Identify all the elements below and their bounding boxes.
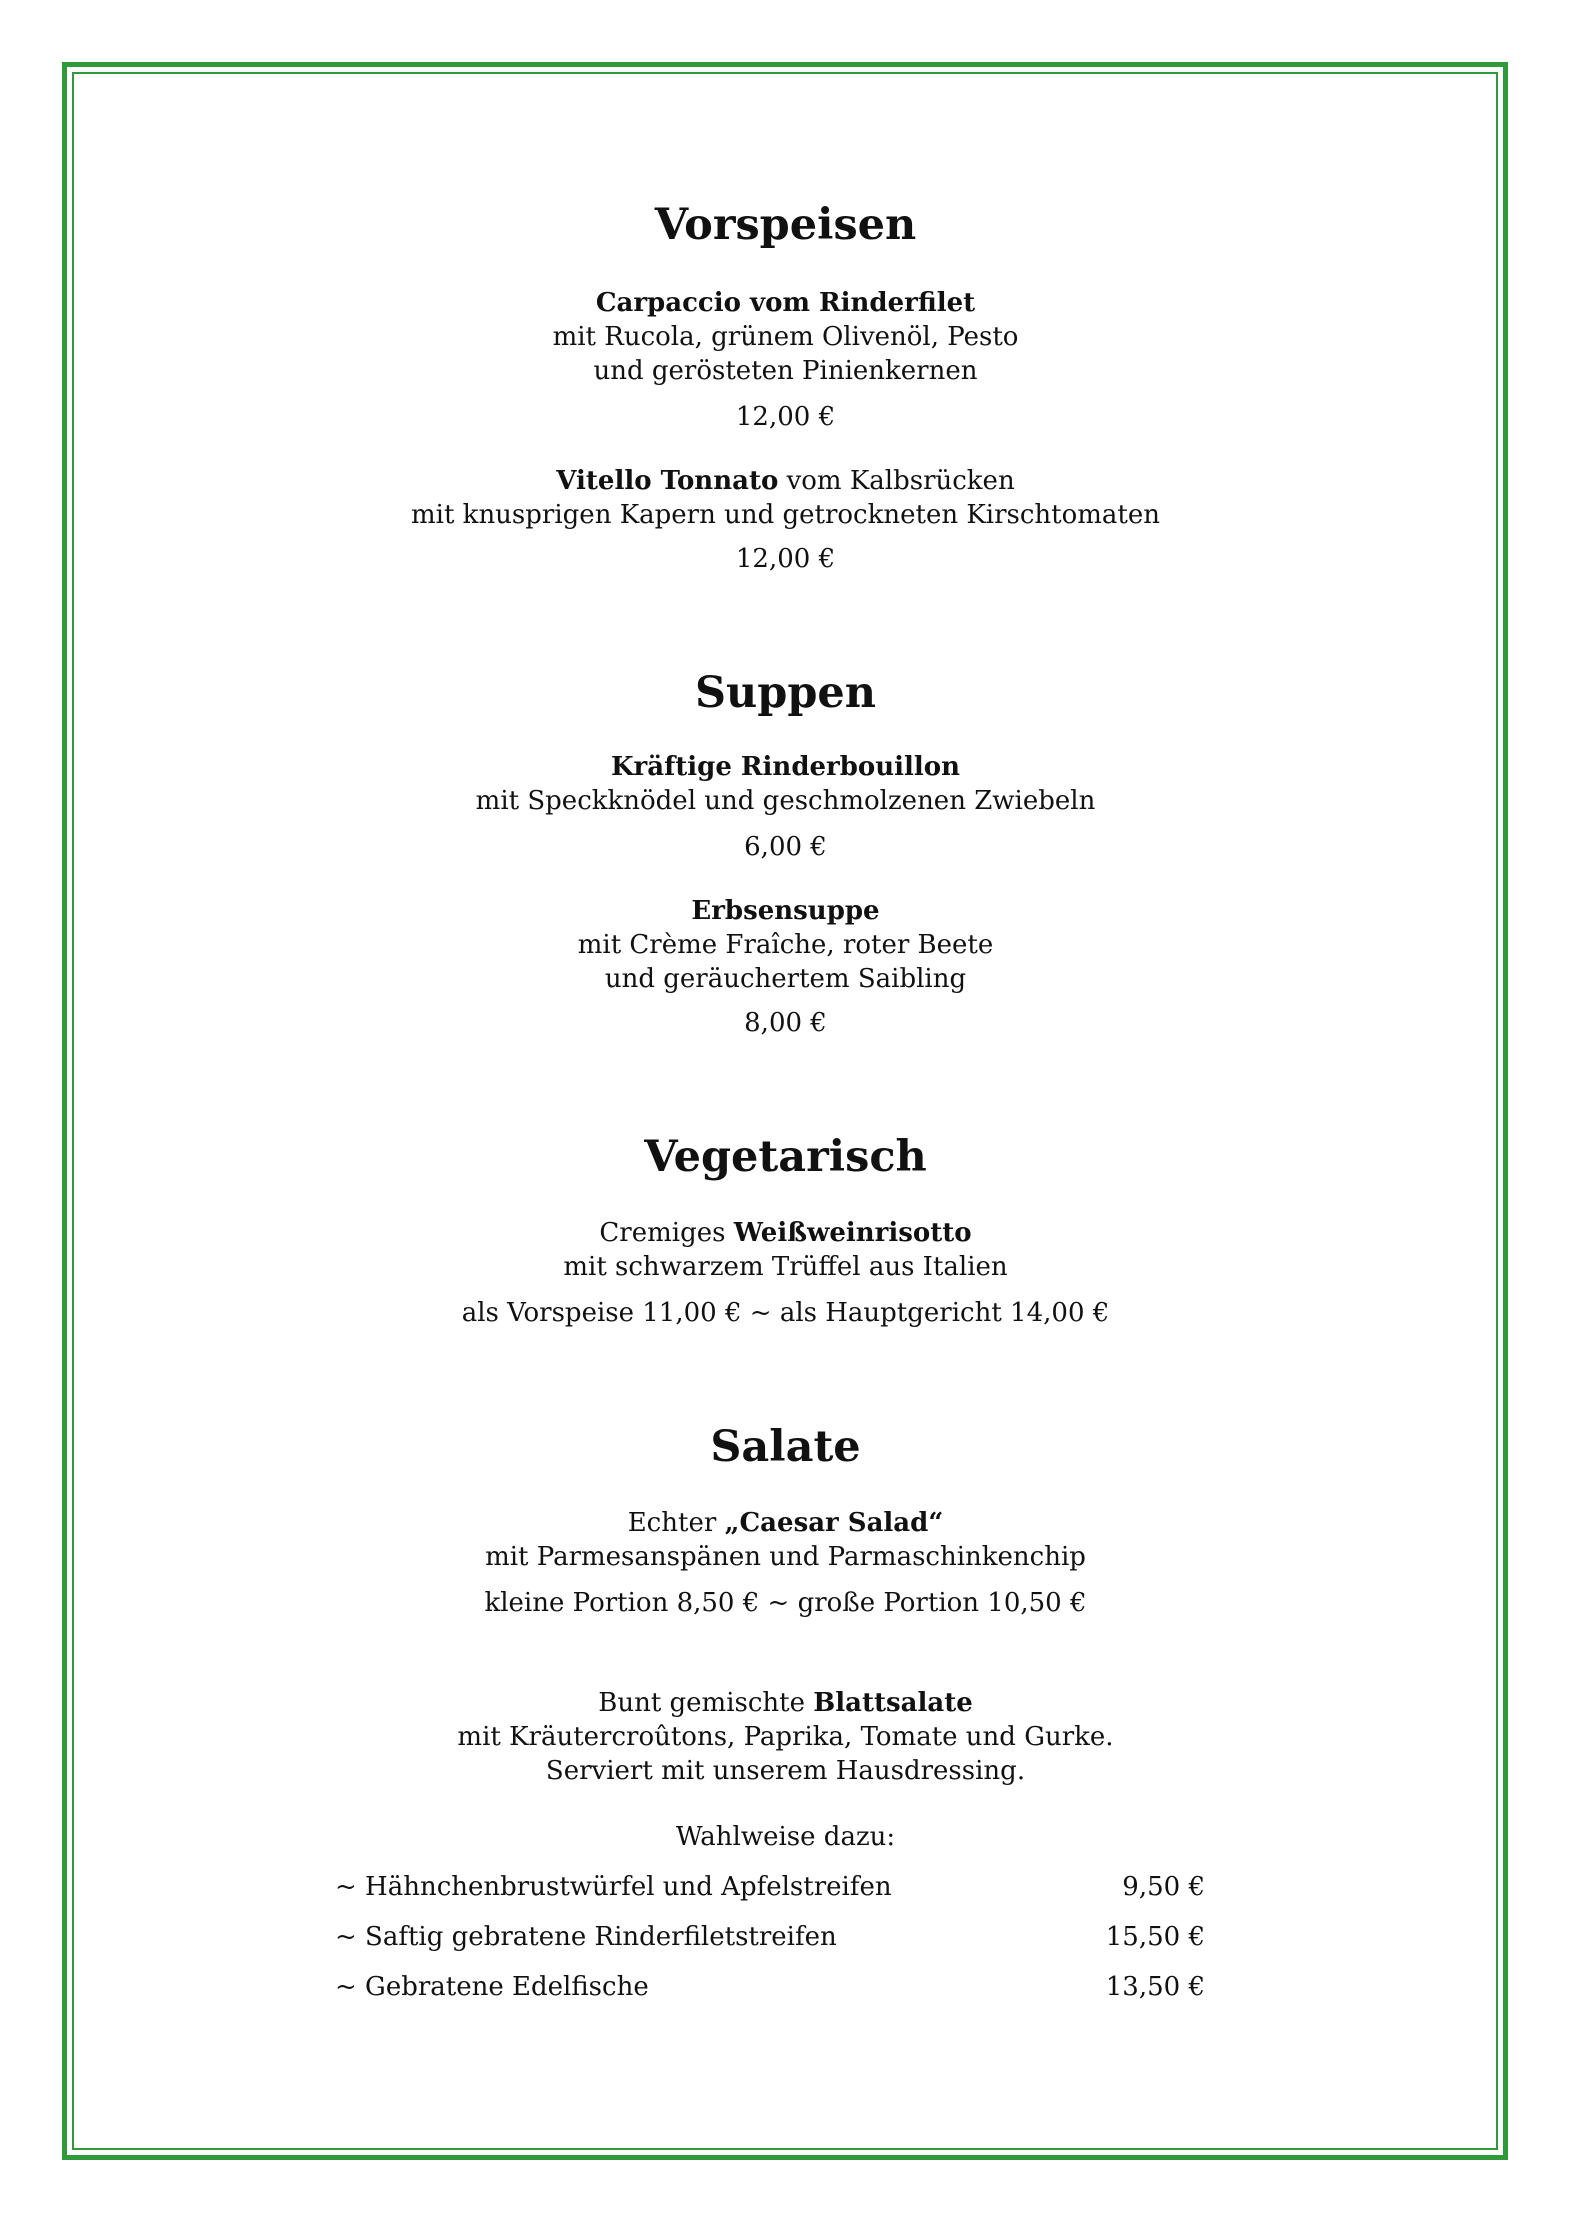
item-name-suffix: vom Kalbsrücken — [778, 466, 1015, 496]
item-name-bold: Blattsalate — [813, 1688, 973, 1718]
item-description: mit Crème Fraîche, roter Beete — [577, 930, 994, 960]
section-title-vorspeisen: Vorspeisen — [654, 200, 917, 250]
item-name-bold: Erbsensuppe — [691, 896, 880, 926]
item-prefix: Bunt gemischte — [598, 1688, 814, 1718]
item-name — [0, 1218, 1571, 1248]
addon-name: ~ Gebratene Edelfische — [335, 1972, 649, 2002]
addon-price: 9,50 € — [1122, 1872, 1205, 1902]
item-price: 6,00 € — [744, 832, 827, 862]
addon-name: ~ Hähnchenbrustwürfel und Apfelstreifen — [335, 1872, 892, 1902]
item-description: mit Parmesanspänen und Parmaschinkenchip — [485, 1542, 1086, 1572]
item-name — [0, 1688, 1571, 1718]
item-name — [0, 896, 1571, 926]
section-title-salate: Salate — [710, 1422, 861, 1472]
item-name — [0, 1508, 1571, 1538]
section-title-suppen: Suppen — [694, 668, 877, 718]
addon-price: 15,50 € — [1105, 1922, 1205, 1952]
item-price: 12,00 € — [735, 544, 836, 574]
item-description: mit knusprigen Kapern und getrockneten Kirschtomaten — [411, 500, 1160, 530]
item-description: mit schwarzem Trüffel aus Italien — [563, 1252, 1008, 1282]
item-prefix: Cremiges — [599, 1218, 734, 1248]
item-price: 8,00 € — [744, 1008, 827, 1038]
section-title-vegetarisch: Vegetarisch — [644, 1132, 927, 1182]
item-description: mit Speckknödel und geschmolzenen Zwiebeln — [475, 786, 1096, 816]
addon-name: ~ Saftig gebratene Rinderfiletstreifen — [335, 1922, 837, 1952]
item-name-bold: Weißweinrisotto — [733, 1218, 972, 1248]
item-name-bold: Carpaccio vom Rinderfilet — [595, 288, 976, 318]
item-name — [0, 752, 1571, 782]
item-description: mit Kräutercroûtons, Paprika, Tomate und Gurke. — [457, 1722, 1114, 1752]
item-price: 12,00 € — [735, 402, 836, 432]
addons-label: Wahlweise dazu: — [675, 1822, 896, 1852]
item-price: kleine Portion 8,50 € ~ große Portion 10,50 € — [484, 1588, 1087, 1618]
item-description: und geräuchertem Saibling — [604, 964, 967, 994]
item-name-bold: Kräftige Rinderbouillon — [610, 752, 961, 782]
item-name-bold: „Caesar Salad“ — [724, 1508, 944, 1538]
item-prefix: Echter — [627, 1508, 725, 1538]
item-name — [0, 466, 1571, 496]
item-name-bold: Vitello Tonnato — [556, 466, 779, 496]
item-name — [0, 288, 1571, 318]
addon-price: 13,50 € — [1105, 1972, 1205, 2002]
addon-row — [335, 1922, 1205, 1956]
item-price: als Vorspeise 11,00 € ~ als Hauptgericht 14,00 € — [461, 1298, 1110, 1328]
item-description: und gerösteten Pinienkernen — [593, 356, 978, 386]
item-description: mit Rucola, grünem Olivenöl, Pesto — [552, 322, 1019, 352]
item-description: Serviert mit unserem Hausdressing. — [545, 1756, 1026, 1786]
addon-row — [335, 1872, 1205, 1906]
addon-row — [335, 1972, 1205, 2006]
